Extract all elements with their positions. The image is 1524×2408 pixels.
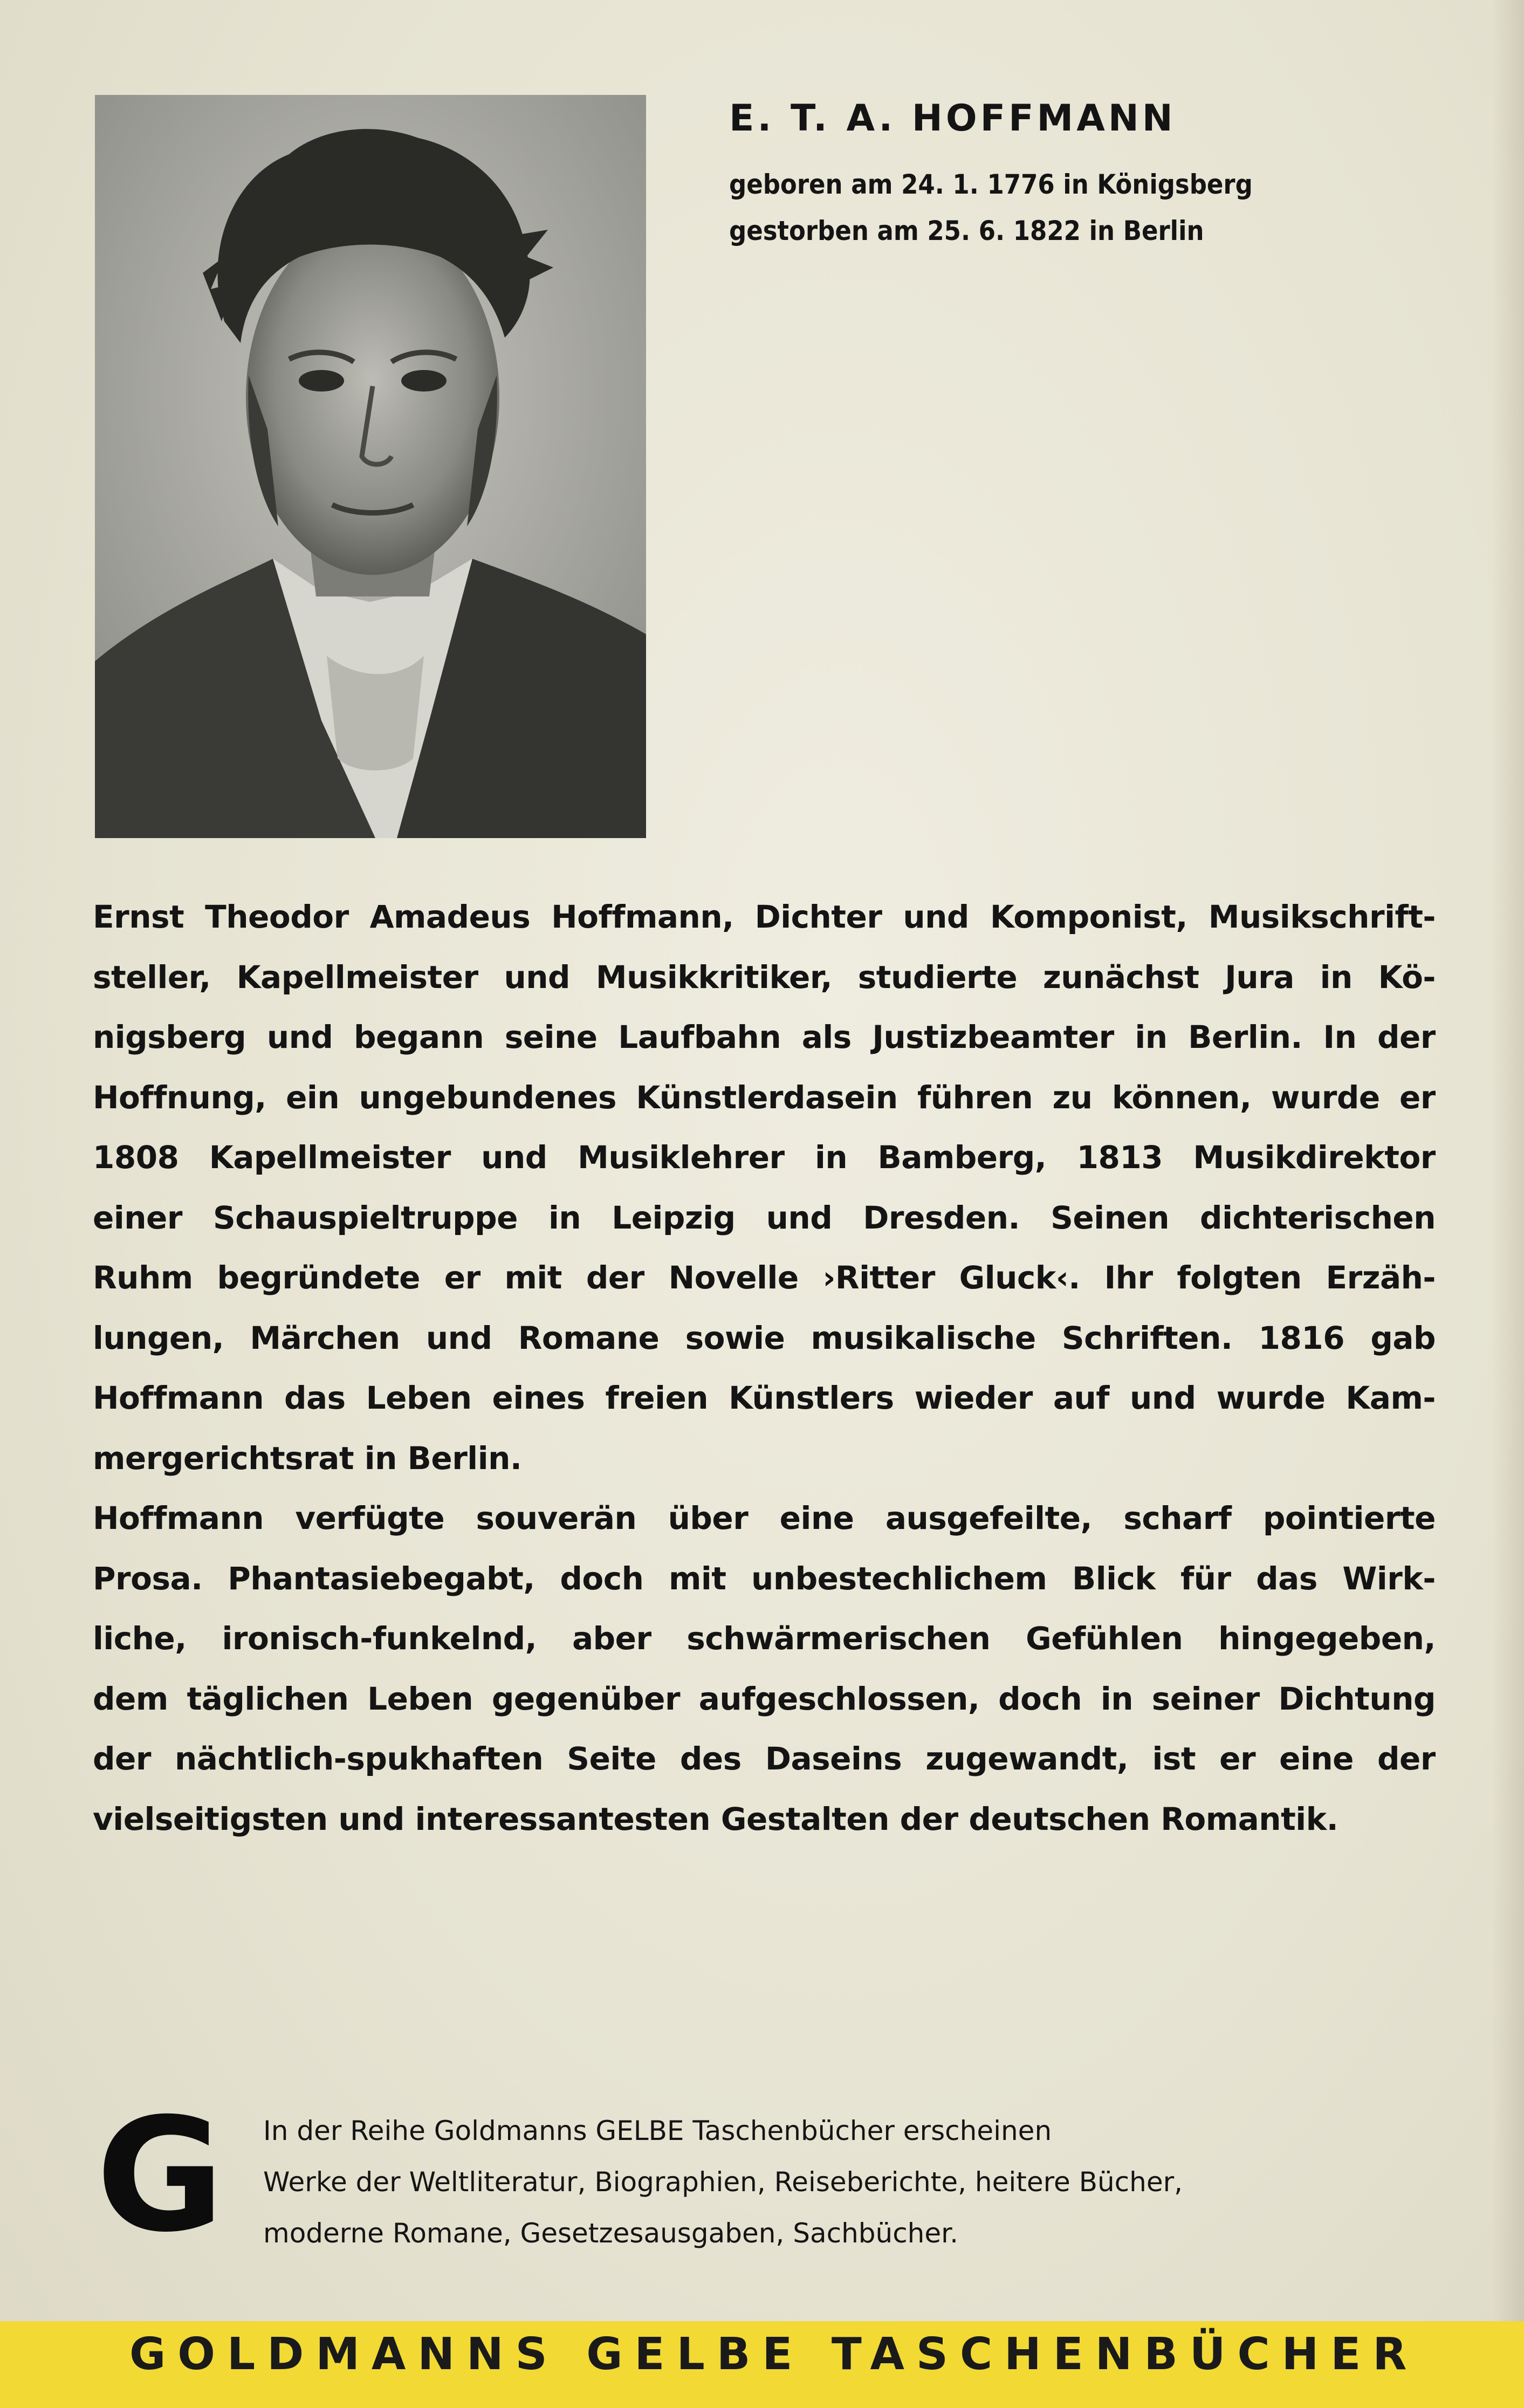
text-line: Hoffmann das Leben eines freien Künstlers wieder auf und wurde Kam- bbox=[93, 1380, 1436, 1416]
text-line: dem täglichen Leben gegenüber aufgeschlossen, doch in seiner Dichtung bbox=[93, 1680, 1436, 1717]
biography-text bbox=[93, 887, 1436, 1849]
text-line: liche, ironisch-funkelnd, aber schwärmerischen Gefühlen hingegeben, bbox=[93, 1620, 1436, 1657]
goldmann-g-logo: G bbox=[96, 2085, 222, 2267]
text-line: vielseitigsten und interessantesten Gestalten der deutschen Romantik. bbox=[93, 1800, 1338, 1837]
text-line: einer Schauspieltruppe in Leipzig und Dresden. Seinen dichterischen bbox=[93, 1199, 1436, 1236]
author-portrait bbox=[95, 95, 646, 838]
text-line: lungen, Märchen und Romane sowie musikalische Schriften. 1816 gab bbox=[93, 1319, 1436, 1356]
text-line: nigsberg und begann seine Laufbahn als Justizbeamter in Berlin. In der bbox=[93, 1019, 1436, 1055]
series-line: In der Reihe Goldmanns GELBE Taschenbücher erscheinen bbox=[263, 2115, 1052, 2146]
portrait-illustration-icon bbox=[95, 95, 646, 838]
series-line: moderne Romane, Gesetzesausgaben, Sachbücher. bbox=[263, 2218, 958, 2249]
biography-paragraph-1 bbox=[93, 887, 1436, 1488]
biography-paragraph-2 bbox=[93, 1488, 1436, 1849]
paper-edge-shadow bbox=[1492, 0, 1524, 2408]
text-line: der nächtlich-spukhaften Seite des Daseins zugewandt, ist er eine der bbox=[93, 1740, 1436, 1777]
text-line: Prosa. Phantasiebegabt, doch mit unbestechlichem Blick für das Wirk- bbox=[93, 1560, 1436, 1597]
author-death: gestorben am 25. 6. 1822 in Berlin bbox=[729, 215, 1204, 246]
text-line: 1808 Kapellmeister und Musiklehrer in Bamberg, 1813 Musikdirektor bbox=[93, 1139, 1436, 1176]
text-line: Hoffmann verfügte souverän über eine ausgefeilte, scharf pointierte bbox=[93, 1500, 1436, 1536]
text-line: Hoffnung, ein ungebundenes Künstlerdasein führen zu können, wurde er bbox=[93, 1079, 1436, 1116]
text-line: Ernst Theodor Amadeus Hoffmann, Dichter und Komponist, Musikschrift- bbox=[93, 898, 1436, 935]
series-banner-title: GOLDMANNS GELBE TASCHENBÜCHER bbox=[129, 2329, 1419, 2380]
author-info bbox=[729, 97, 1430, 254]
author-birth: geboren am 24. 1. 1776 in Königsberg bbox=[729, 169, 1253, 200]
text-line: Ruhm begründete er mit der Novelle ›Ritter Gluck‹. Ihr folgten Erzäh- bbox=[93, 1259, 1436, 1296]
text-line: steller, Kapellmeister und Musikkritiker, studierte zunächst Jura in Kö- bbox=[93, 958, 1436, 996]
author-name: E. T. A. HOFFMANN bbox=[729, 97, 1176, 140]
series-description bbox=[263, 2105, 1342, 2259]
series-line: Werke der Weltliteratur, Biographien, Reiseberichte, heitere Bücher, bbox=[263, 2166, 1183, 2198]
text-line: mergerichtsrat in Berlin. bbox=[93, 1439, 522, 1477]
